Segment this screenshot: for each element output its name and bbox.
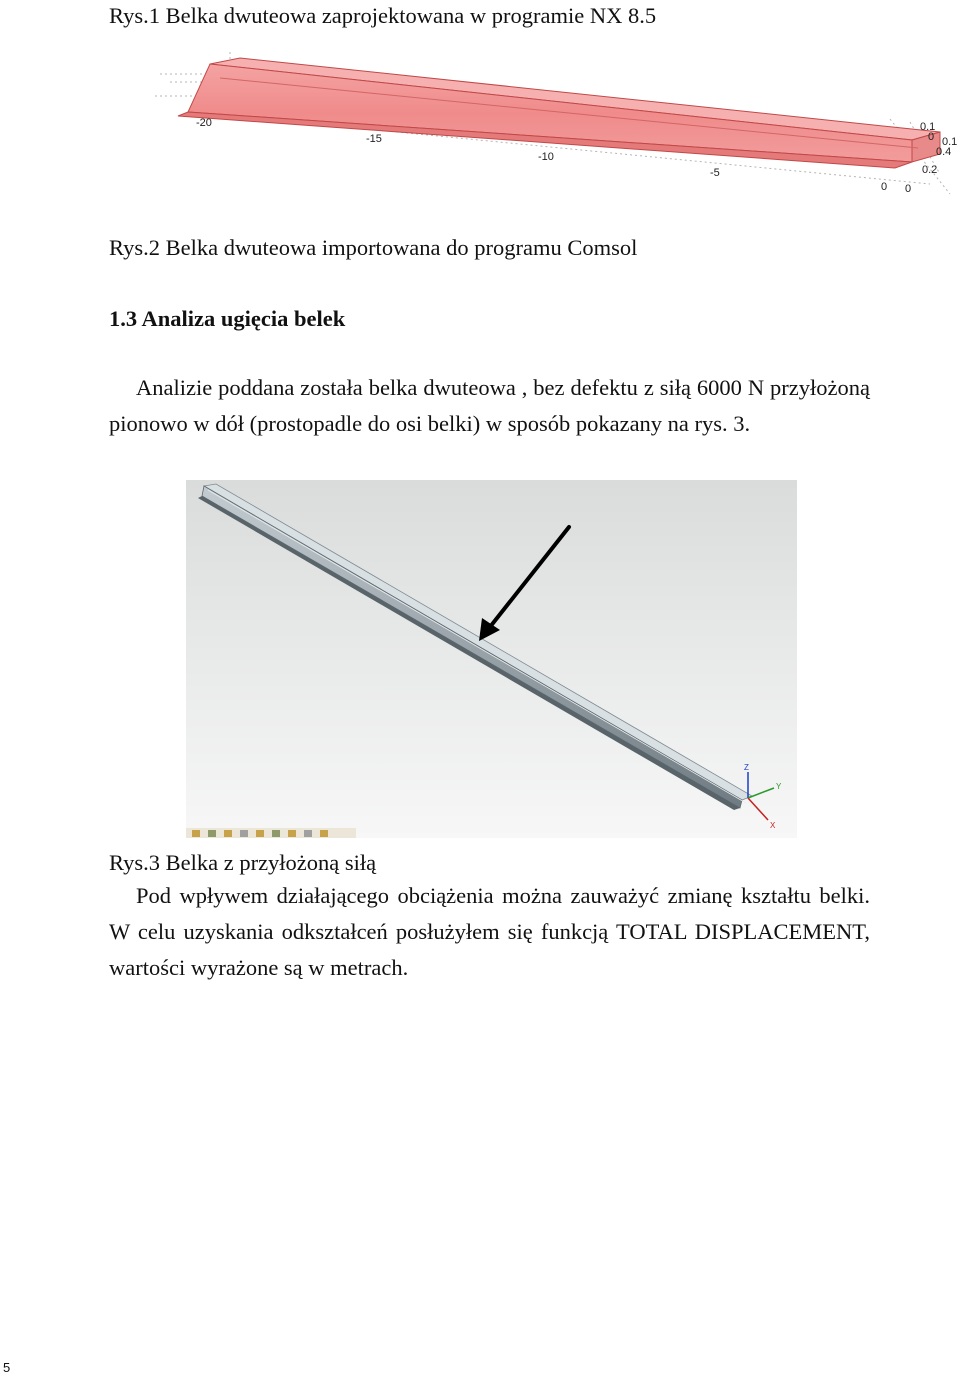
z-tick: 0.2 [922, 164, 938, 176]
paragraph-1: Analizie poddana została belka dwuteowa , bez defektu z siłą 6000 N przyłożoną pionowo w dół (prostopadle do osi belki) w sposób pokazany na rys. 3. [109, 375, 870, 436]
x-tick: -15 [366, 133, 382, 145]
axis-label-y: Y [776, 782, 782, 791]
figure-caption-1: Rys.1 Belka dwuteowa zaprojektowana w programie NX 8.5 [109, 3, 657, 28]
z-tick: 0 [928, 131, 935, 143]
beam-web [188, 64, 912, 162]
figure-caption-3: Rys.3 Belka z przyłożoną siłą [109, 850, 377, 875]
comsol-beam-figure [150, 44, 960, 202]
axis-label-z: Z [744, 763, 749, 772]
z-tick: 0.1 [942, 136, 958, 148]
nx-beam-figure [186, 480, 797, 838]
x-tick: -5 [710, 167, 720, 179]
axis-label-x: X [770, 821, 776, 830]
section-heading: 1.3 Analiza ugięcia belek [109, 306, 346, 331]
z-tick: 0.1 [920, 121, 936, 133]
nx-toolbar [186, 828, 356, 838]
x-tick: 0 [881, 181, 888, 193]
z-tick: 0 [905, 183, 912, 195]
paragraph-2: Pod wpływem działającego obciążenia można zauważyć zmianę kształtu belki. W celu uzyskania odkształceń posłużyłem się funkcją TOTAL DISPLACEMENT, wartości wyrażone są w metrach. [109, 883, 870, 980]
figure-caption-2: Rys.2 Belka dwuteowa importowana do programu Comsol [109, 235, 638, 260]
z-tick: 0.4 [936, 146, 952, 158]
page-number: 5 [3, 1360, 11, 1375]
x-tick: -10 [538, 151, 554, 163]
x-tick: -20 [196, 117, 212, 129]
